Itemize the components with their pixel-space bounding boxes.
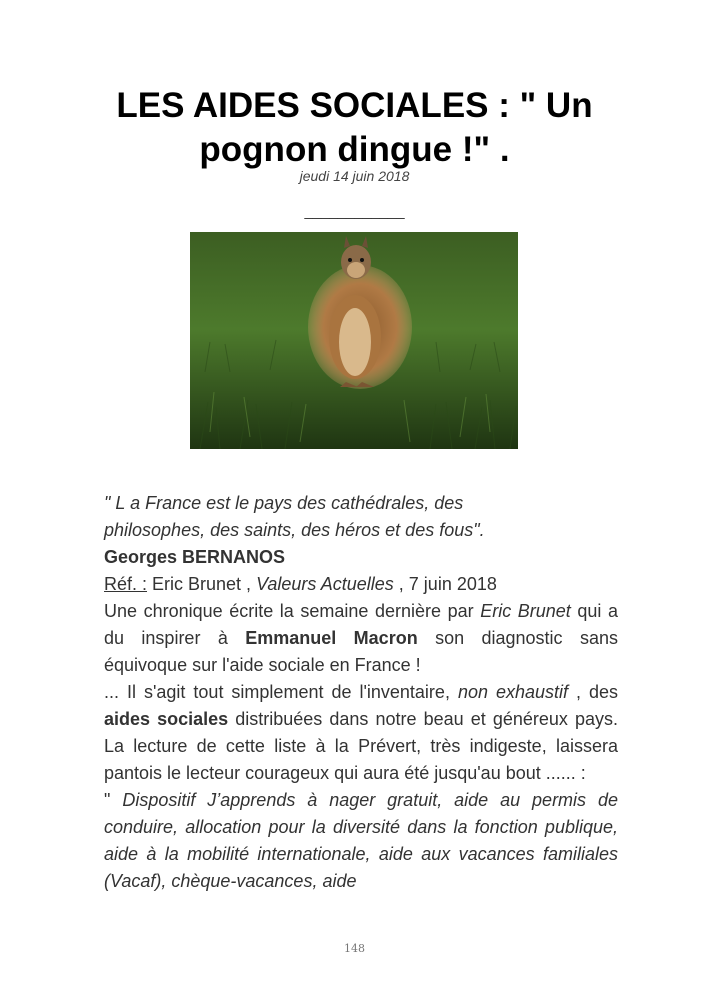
reference-label: Réf. : bbox=[104, 574, 148, 594]
paragraph-2 bbox=[104, 679, 618, 787]
quote-author: Georges BERNANOS bbox=[104, 547, 286, 567]
reference-date: , 7 juin 2018 bbox=[393, 574, 497, 594]
paragraph-2-text-e: distribuées dans notre beau et généreux pays. La lecture de cette liste à la Prévert, très indigeste, laissera pantois le lecteur courageux qui aura été jusqu'au bout ...... : bbox=[104, 709, 618, 783]
paragraph-1 bbox=[104, 598, 618, 679]
quote-line-2: philosophes, des saints, des héros et des fous". bbox=[104, 520, 485, 540]
paragraph-2-text-a: ... Il s'agit tout simplement de l'inventaire, bbox=[104, 682, 458, 702]
paragraph-2-keyword: aides sociales bbox=[104, 709, 229, 729]
reference-source: Valeurs Actuelles bbox=[256, 574, 394, 594]
paragraph-3-list: Dispositif J’apprends à nager gratuit, aide au permis de conduire, allocation pour la diversité dans la fonction publique, aide à la mobilité internationale, aide aux vacances familiales (Vacaf), chèque-vacances, aide bbox=[104, 790, 619, 891]
page-number: 148 bbox=[344, 942, 365, 955]
reference-line bbox=[104, 571, 618, 598]
paragraph-2-text-c: , des bbox=[568, 682, 619, 702]
paragraph-1-text-a: Une chronique écrite la semaine dernière par bbox=[104, 601, 481, 621]
paragraph-1-name: Emmanuel Macron bbox=[245, 628, 418, 648]
squirrel-photo bbox=[190, 232, 518, 449]
paragraph-3-quote-mark: " bbox=[104, 790, 123, 810]
paragraph-1-text-c: qui a du inspirer à bbox=[104, 601, 618, 648]
article-date: jeudi 14 juin 2018 bbox=[299, 168, 410, 184]
article-body bbox=[104, 490, 618, 895]
quote-line-1: " L a France est le pays des cathédrales, des bbox=[104, 493, 464, 513]
separator-line: ____________ bbox=[304, 203, 405, 220]
paragraph-3 bbox=[104, 787, 618, 895]
paragraph-1-author: Eric Brunet bbox=[480, 601, 571, 621]
reference-author: Eric Brunet , bbox=[147, 574, 257, 594]
article-title: LES AIDES SOCIALES : " Un pognon dingue !" . bbox=[116, 86, 593, 169]
paragraph-1-text-e: son diagnostic sans équivoque sur l'aide sociale en France ! bbox=[104, 628, 618, 675]
paragraph-2-emphasis: non exhaustif bbox=[457, 682, 569, 702]
